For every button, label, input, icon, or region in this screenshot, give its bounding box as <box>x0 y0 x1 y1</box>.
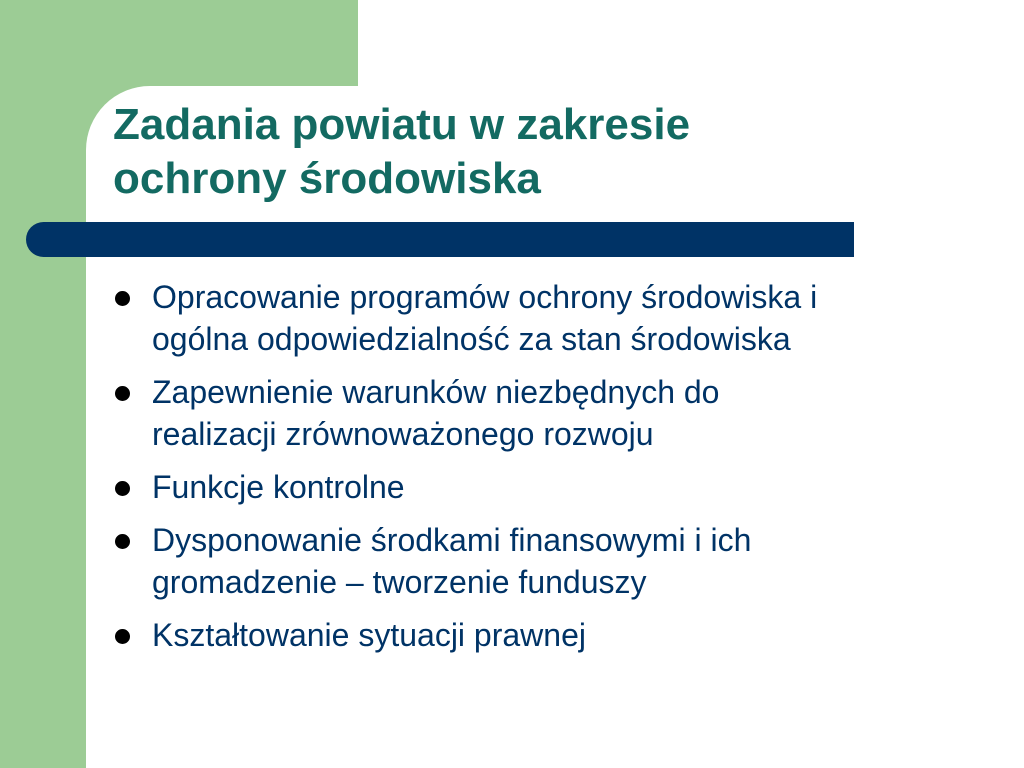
bullet-text-line: Opracowanie programów ochrony środowiska i <box>152 279 818 315</box>
bullet-text-line: Funkcje kontrolne <box>152 469 405 505</box>
slide-title <box>113 98 853 206</box>
bullet-dot-icon <box>115 629 130 644</box>
bullet-item <box>112 276 1002 360</box>
bullet-item <box>112 614 1002 656</box>
bullet-text-line: Dysponowanie środkami finansowymi i ich <box>152 522 752 558</box>
slide-title-line: Zadania powiatu w zakresie <box>113 100 691 149</box>
title-divider-bar <box>26 222 854 257</box>
bullet-dot-icon <box>115 481 130 496</box>
bullet-text-line: realizacji zrównoważonego rozwoju <box>152 416 654 452</box>
bullet-text <box>152 371 1002 455</box>
bullet-text-line: Zapewnienie warunków niezbędnych do <box>152 374 720 410</box>
bullet-text-line: ogólna odpowiedzialność za stan środowiska <box>152 321 791 357</box>
bullet-text-line: Kształtowanie sytuacji prawnej <box>152 617 586 653</box>
bullet-item <box>112 466 1002 508</box>
bullet-dot-icon <box>115 534 130 549</box>
bullet-text <box>152 466 1002 508</box>
bullet-text-line: gromadzenie – tworzenie funduszy <box>152 564 647 600</box>
bullet-dot-icon <box>115 291 130 306</box>
slide-title-line: ochrony środowiska <box>113 154 541 203</box>
bullet-text <box>152 519 1002 603</box>
bullet-list <box>112 276 1002 667</box>
bullet-dot-icon <box>115 386 130 401</box>
bullet-item <box>112 519 1002 603</box>
bullet-item <box>112 371 1002 455</box>
bullet-text <box>152 276 1002 360</box>
bullet-text <box>152 614 1002 656</box>
